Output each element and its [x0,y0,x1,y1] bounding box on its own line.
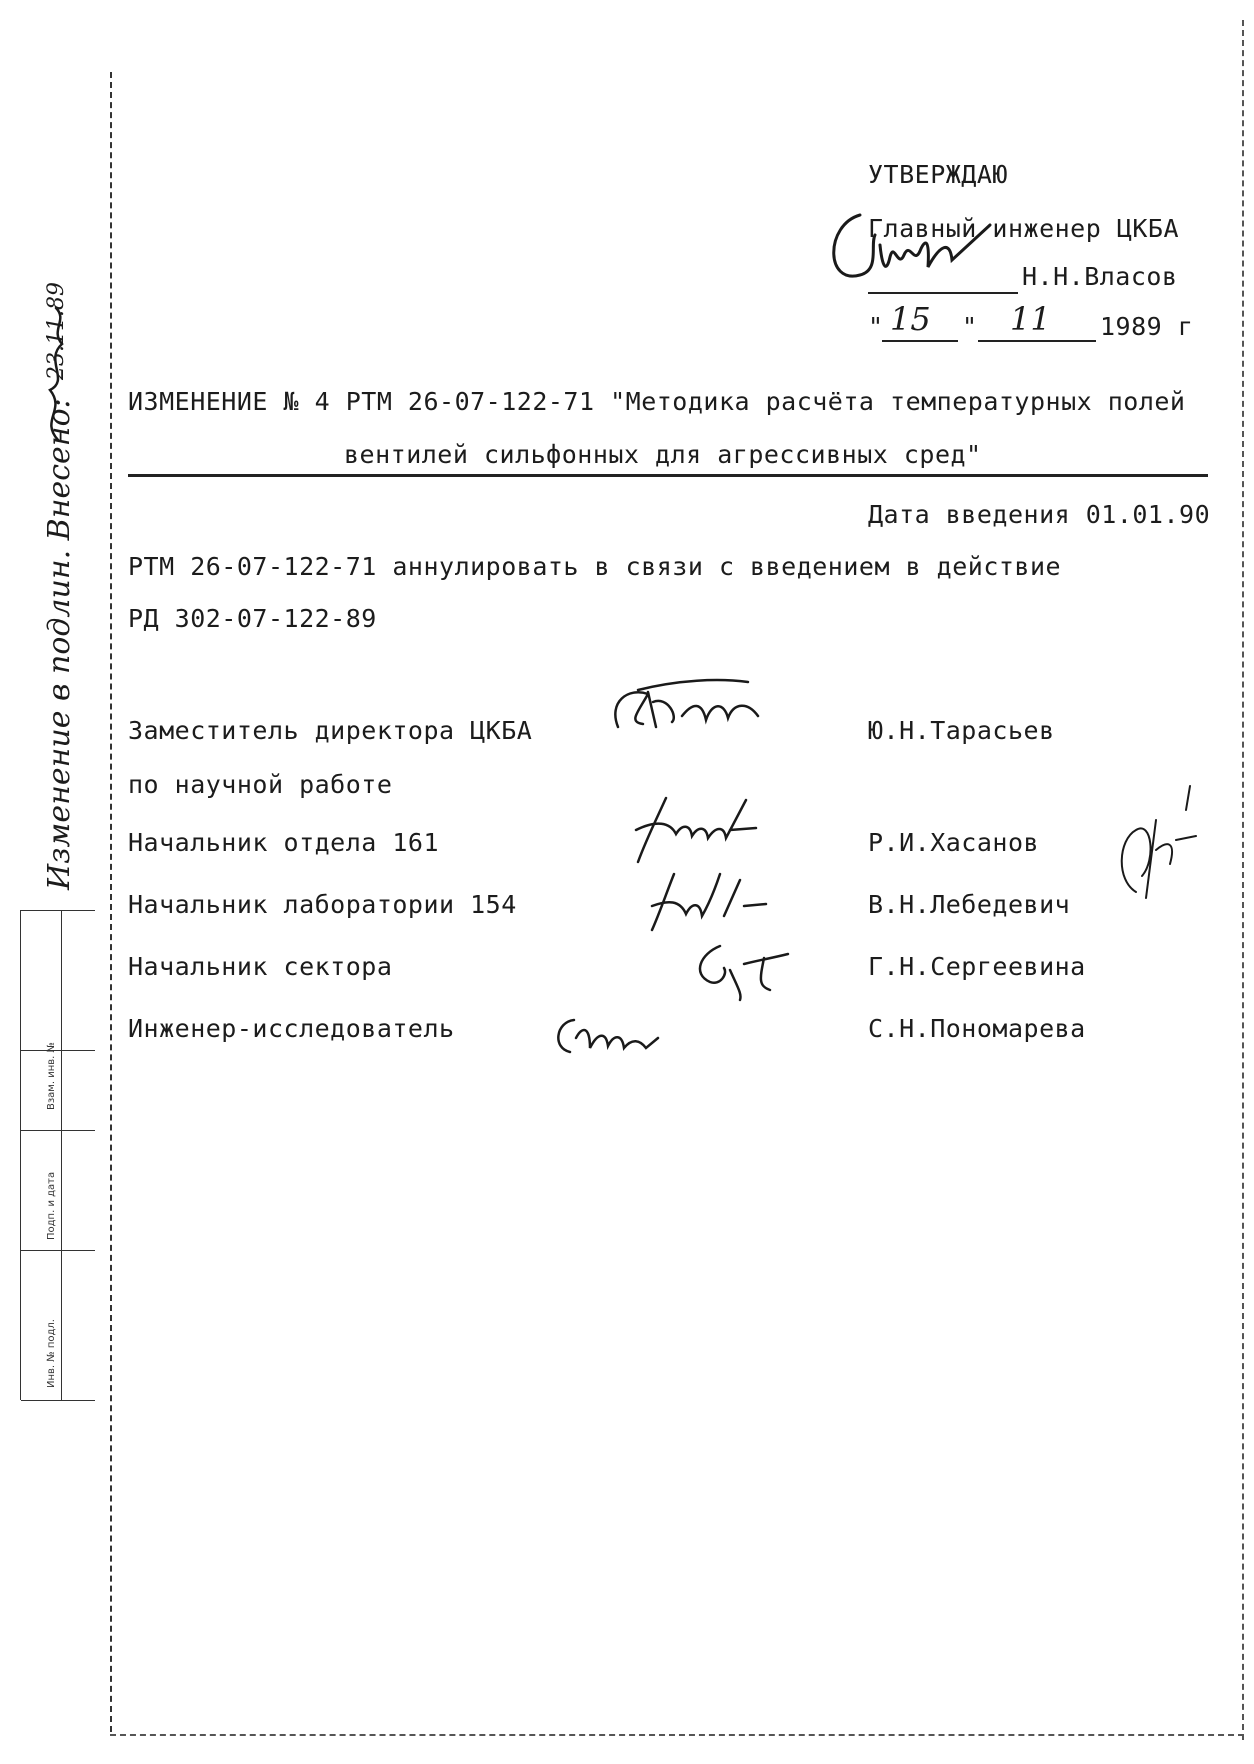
approval-date-month: 11 [1010,300,1051,338]
date-day-line [882,340,958,342]
approval-date-day: 15 [890,300,931,338]
signature-head-laboratory [640,866,780,936]
signatory-position-3: Начальник лаборатории 154 [128,890,517,919]
signatory-name-5: С.Н.Пономарева [868,1014,1086,1043]
approval-position: Главный инженер ЦКБА [868,214,1180,243]
signatory-name-1: Ю.Н.Тарасьев [868,716,1055,745]
approval-name: Н.Н.Власов [1022,262,1178,291]
signatory-position-5: Инженер-исследователь [128,1014,455,1043]
stamp-label-replaced: Взам. инв. № [46,1042,57,1110]
date-month-line [978,340,1096,342]
body-line2: РД 302-07-122-89 [128,604,377,633]
title-underline [128,474,1208,477]
frame-left-border [110,72,112,1732]
frame-right-border [1242,20,1244,1740]
approval-date-year: 1989 г [1100,312,1194,341]
stamp-label-inventory: Инв. № подл. [46,1319,57,1388]
signatory-position-4: Начальник сектора [128,952,393,981]
signature-side-approval [1106,780,1206,910]
frame-bottom-border [110,1734,1244,1736]
signatory-name-3: В.Н.Лебедевич [868,890,1071,919]
margin-signature [30,300,80,450]
signatory-name-2: Р.И.Хасанов [868,828,1040,857]
signatory-position-2: Начальник отдела 161 [128,828,440,857]
margin-change-note: Изменение в подлин. Внесено: [42,398,77,890]
signatory-position-1b: по научной работе [128,770,393,799]
inventory-stamp-table [20,910,95,1400]
signature-head-department [626,790,776,870]
margin-change-date: 23.11.89 [44,282,69,380]
effective-date: Дата введения 01.01.90 [868,500,1211,529]
stamp-label-signature-date: Подп. и дата [46,1171,57,1240]
document-title-line2: вентилей сильфонных для агрессивных сред" [344,440,982,469]
body-line1: РТМ 26-07-122-71 аннулировать в связи с введением в действие [128,552,1062,581]
signature-deputy-director [598,672,788,752]
signature-head-sector [680,934,800,1004]
signatory-position-1: Заместитель директора ЦКБА [128,716,533,745]
document-title-line1: ИЗМЕНЕНИЕ № 4 РТМ 26-07-122-71 "Методика расчёта температурных полей [128,387,1186,416]
signature-engineer [546,1008,666,1068]
approval-signature [820,205,1030,300]
signatory-name-4: Г.Н.Сергеевина [868,952,1086,981]
approval-heading: УТВЕРЖДАЮ [868,160,1008,189]
